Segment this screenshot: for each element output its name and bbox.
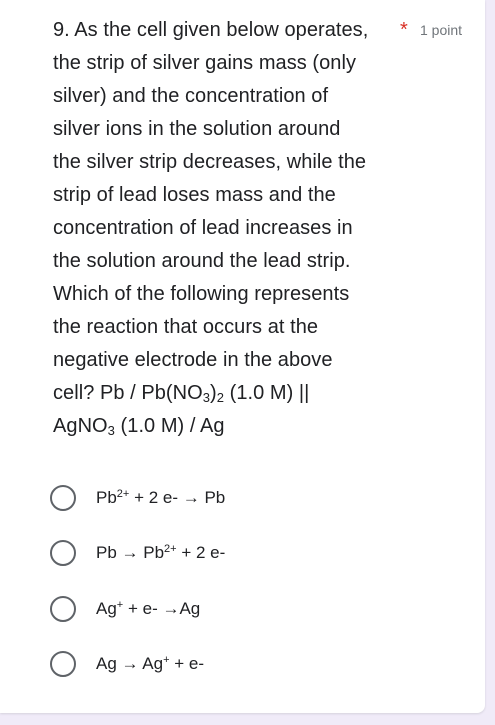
radio-button-icon[interactable] xyxy=(50,485,76,511)
question-text xyxy=(53,14,398,443)
question-line-2: the strip of silver gains mass (only xyxy=(53,52,357,74)
question-line-7: concentration of lead increases in xyxy=(53,217,353,239)
question-cell-line-1: cell? Pb / $Pb(NO_3)_2$ (1.0 M) || xyxy=(53,382,310,405)
option-ag-oxidation[interactable] xyxy=(50,637,470,693)
points-label: 1 point xyxy=(420,22,463,38)
question-line-5: the silver strip decreases, while the xyxy=(53,151,367,173)
answer-options xyxy=(50,470,470,692)
option-pb2-reduction[interactable] xyxy=(50,470,470,526)
question-line-10: the reaction that occurs at the xyxy=(53,316,319,338)
required-asterisk: * xyxy=(400,19,408,41)
question-line-1: 9. As the cell given below operates, xyxy=(53,19,369,41)
option-label: Ag → Ag+ + e- xyxy=(96,654,205,674)
radio-button-icon[interactable] xyxy=(50,596,76,622)
question-line-11: negative electrode in the above xyxy=(53,349,333,371)
question-line-9: Which of the following represents xyxy=(53,283,350,305)
option-label: Ag+ + e- →Ag xyxy=(96,598,201,618)
option-ag-reduction[interactable] xyxy=(50,581,470,637)
radio-button-icon[interactable] xyxy=(50,651,76,677)
option-label: $Pb \to Pb^{2+} + 2$ e- xyxy=(96,543,226,563)
question-line-4: silver ions in the solution around xyxy=(53,118,341,140)
option-label: $Pb^{2+} + 2$ e- → Pb xyxy=(96,487,226,507)
question-line-8: the solution around the lead strip. xyxy=(53,250,351,272)
question-line-6: strip of lead loses mass and the xyxy=(53,184,336,206)
option-pb-oxidation[interactable] xyxy=(50,526,470,582)
radio-button-icon[interactable] xyxy=(50,540,76,566)
question-line-3: silver) and the concentration of xyxy=(53,85,329,107)
question-cell-line-2: AgNO$_3$ (1.0 M) / Ag xyxy=(53,415,225,438)
